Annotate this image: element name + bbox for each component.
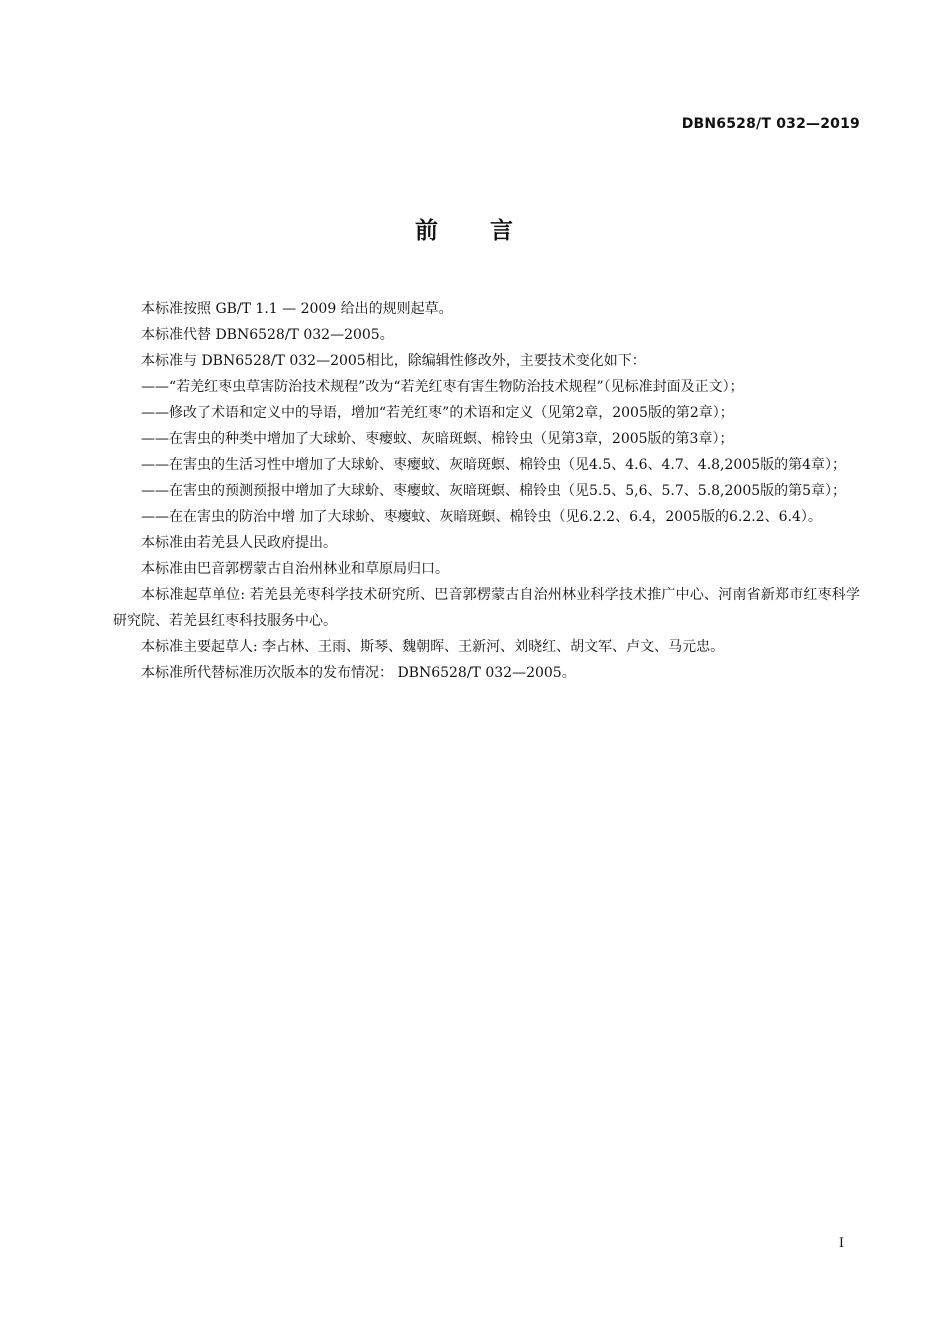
change-item: ——在在害虫的防治中增 加了大球蚧、枣瘿蚊、灰暗斑螟、棉铃虫（见6.2.2、6.4，2005版的6.2.2、6.4）。 — [141, 509, 822, 525]
paragraph: 本标准起草单位: 若羌县羌枣科学技术研究所、巴音郭楞蒙古自治州林业科学技术推广中心、河南省新郑市红枣科学研究院、若羌县红枣科技服务中心。 — [113, 587, 860, 629]
paragraph: 本标准与 DBN6528/T 032—2005相比，除编辑性修改外，主要技术变化如下： — [141, 353, 646, 369]
document-code: DBN6528/T 032—2019 — [681, 116, 860, 132]
paragraph: 本标准代替 DBN6528/T 032—2005。 — [141, 327, 394, 343]
change-item: ——在害虫的种类中增加了大球蚧、枣瘿蚊、灰暗斑螟、棉铃虫（见第3章，2005版的第3章）； — [141, 431, 734, 447]
paragraph: 本标准由若羌县人民政府提出。 — [141, 535, 337, 551]
change-item: ——修改了术语和定义中的导语，增加“若羌红枣”的术语和定义（见第2章，2005版的第2章）； — [141, 405, 734, 421]
body-text — [113, 296, 860, 686]
change-item: ——在害虫的预测预报中增加了大球蚧、枣瘿蚊、灰暗斑螟、棉铃虫（见5.5、5,6、5.7、5.8,2005版的第5章）； — [141, 483, 847, 499]
page-number: I — [838, 1236, 844, 1251]
change-item: ——在害虫的生活习性中增加了大球蚧、枣瘿蚊、灰暗斑螟、棉铃虫（见4.5、4.6、4.7、4.8,2005版的第4章）； — [141, 457, 847, 473]
paragraph: 本标准主要起草人: 李占林、王雨、斯琴、魏朝晖、王新河、刘晓红、胡文军、卢文、马元忠。 — [141, 639, 725, 655]
paragraph: 本标准所代替标准历次版本的发布情况： DBN6528/T 032—2005。 — [141, 665, 576, 681]
paragraph: 本标准按照 GB/T 1.1 — 2009 给出的规则起草。 — [141, 301, 453, 317]
page-title: 前 言 — [414, 218, 535, 244]
change-item: ——“若羌红枣虫草害防治技术规程”改为“若羌红枣有害生物防治技术规程”（见标准封面及正文）； — [141, 379, 744, 395]
paragraph: 本标准由巴音郭楞蒙古自治州林业和草原局归口。 — [141, 561, 449, 577]
